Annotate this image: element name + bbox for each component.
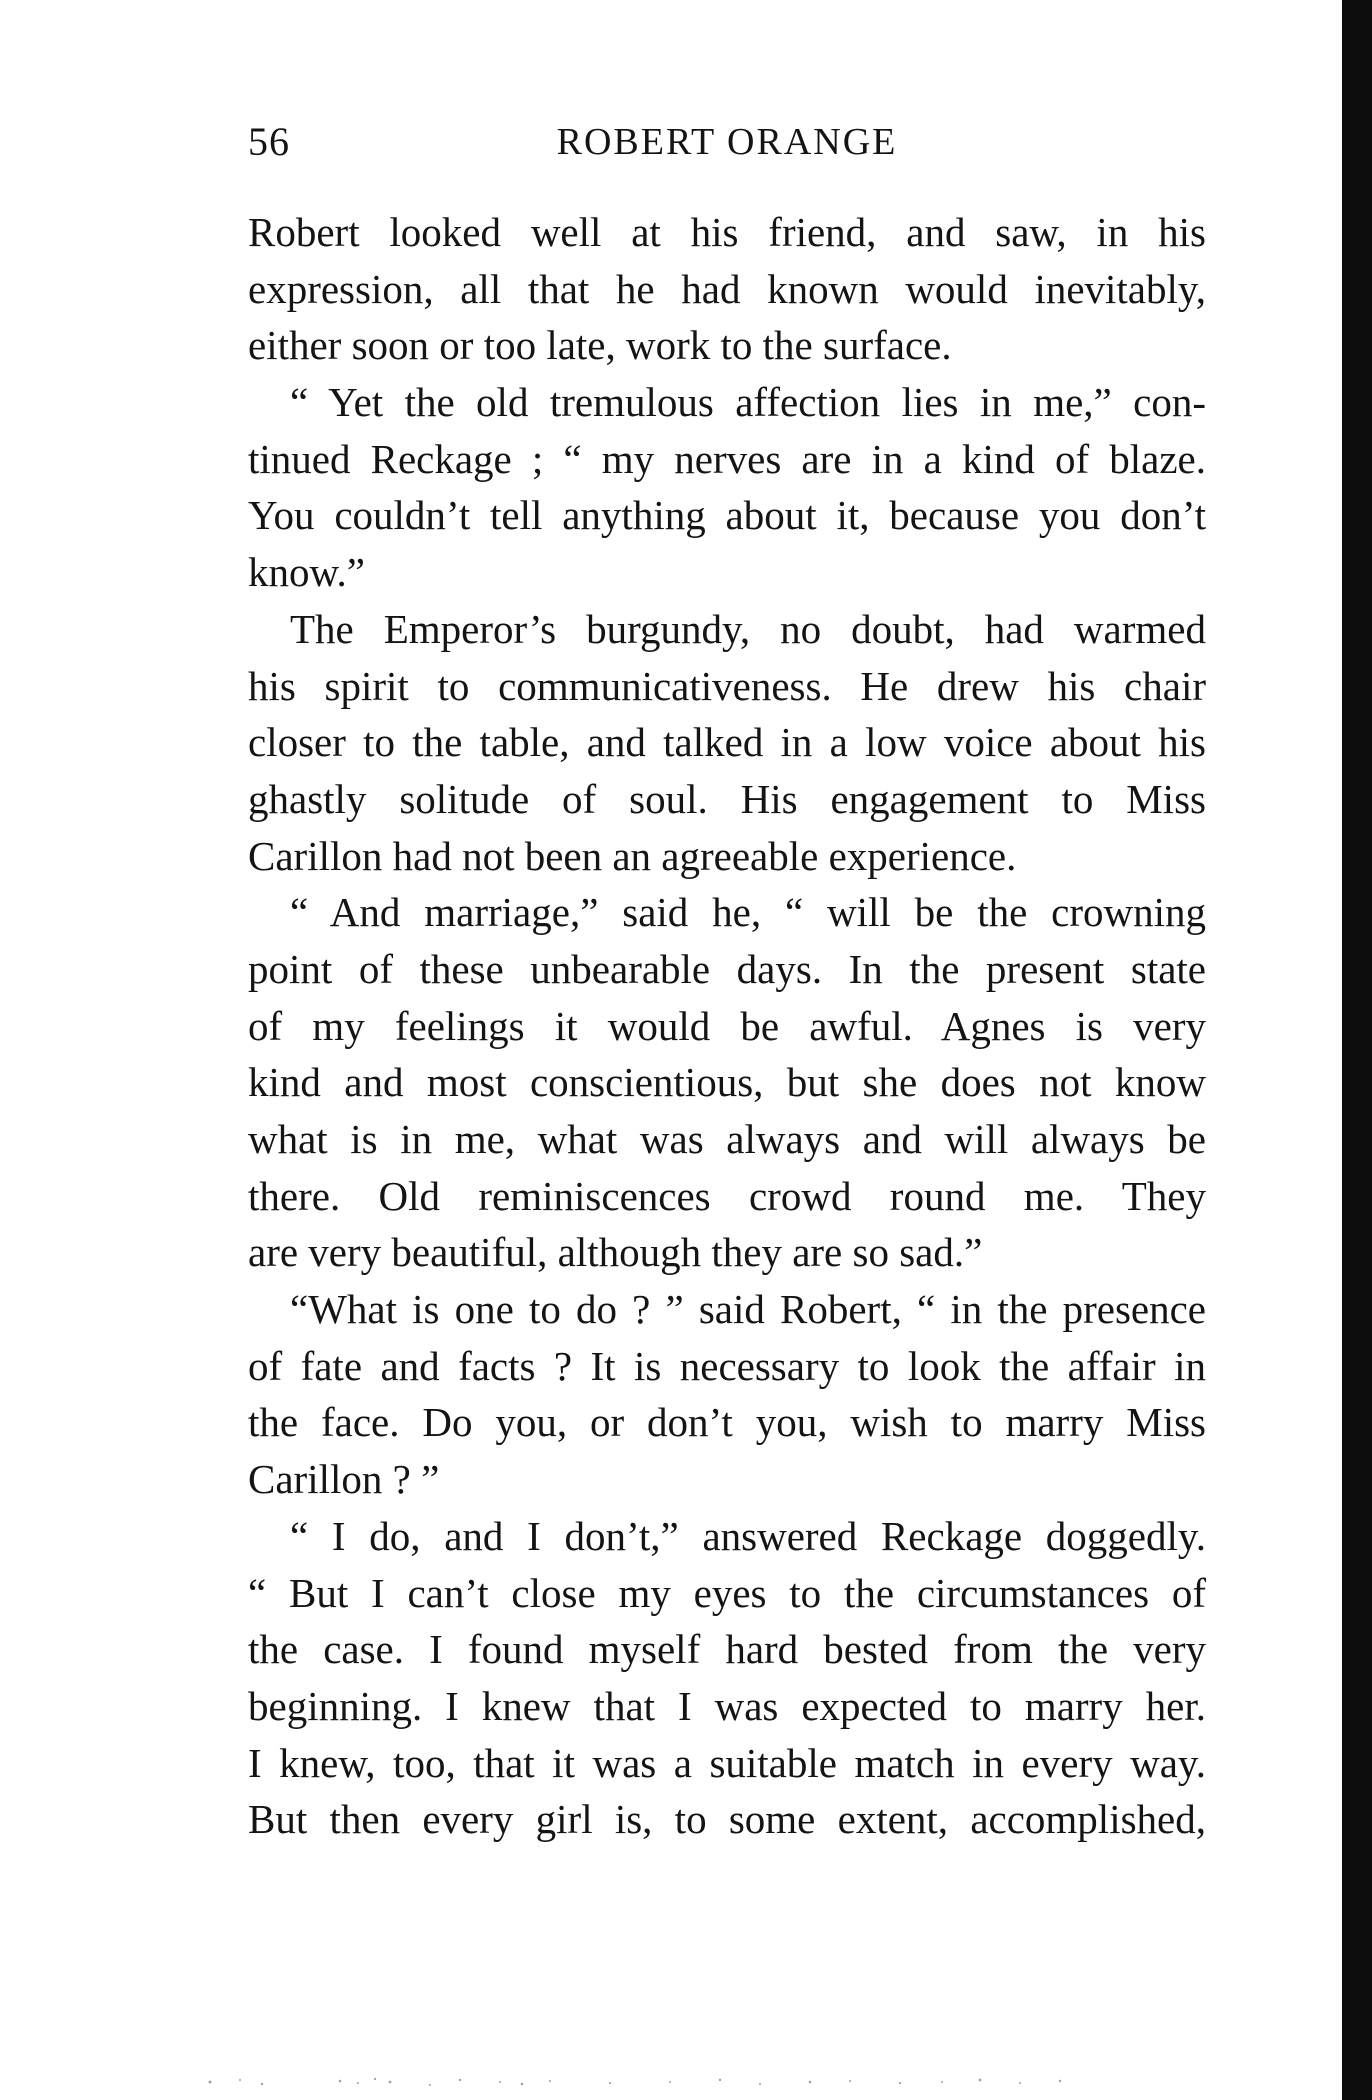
text-line: “ But I can’t close my eyes to the circumstances of: [248, 1569, 1206, 1616]
text-line: Robert looked well at his friend, and saw, in his: [248, 209, 1206, 255]
text-line: know.”: [248, 549, 365, 596]
text-line: closer to the table, and talked in a low voice about his: [248, 719, 1206, 766]
text-line: “ Yet the old tremulous affection lies in me,” con-: [290, 379, 1206, 426]
text-line: tinued Reckage ; “ my nerves are in a kind of blaze.: [248, 435, 1206, 482]
text-line: The Emperor’s burgundy, no doubt, had warmed: [290, 605, 1206, 652]
text-line: what is in me, what was always and will always be: [248, 1116, 1206, 1162]
text-line: But then every girl is, to some extent, accomplished,: [248, 1796, 1206, 1843]
text-line: Carillon had not been an agreeable experience.: [248, 832, 1017, 879]
text-line: “What is one to do ? ” said Robert, “ in the presence: [290, 1286, 1206, 1333]
text-line: beginning. I knew that I was expected to marry her.: [248, 1682, 1206, 1729]
text-line: “ And marriage,” said he, “ will be the crowning: [290, 889, 1206, 936]
text-line: there. Old reminiscences crowd round me. They: [248, 1172, 1206, 1219]
text-line: of fate and facts ? It is necessary to look the affair in: [248, 1342, 1206, 1389]
text-line: You couldn’t tell anything about it, because you don’t: [248, 492, 1206, 539]
text-line: of my feelings it would be awful. Agnes is very: [248, 1002, 1206, 1049]
text-line: his spirit to communicativeness. He drew his chair: [248, 662, 1206, 709]
text-line: Carillon ? ”: [248, 1456, 440, 1503]
text-line: are very beautiful, although they are so sad.”: [248, 1229, 983, 1276]
text-line: the face. Do you, or don’t you, wish to marry Miss: [248, 1399, 1206, 1446]
text-line: the case. I found myself hard bested from the very: [248, 1626, 1206, 1673]
text-line: either soon or too late, work to the surface.: [248, 322, 952, 369]
text-line: I knew, too, that it was a suitable match in every way.: [248, 1739, 1206, 1786]
running-head: ROBERT ORANGE: [556, 121, 898, 163]
page-header: [248, 112, 1206, 172]
text-line: ghastly solitude of soul. His engagement to Miss: [248, 775, 1206, 822]
body-text: [248, 204, 1206, 1848]
scan-specks: [200, 2070, 1100, 2092]
page-number: 56: [248, 119, 290, 164]
text-line: kind and most conscientious, but she does not know: [248, 1059, 1206, 1106]
page-spine-edge: [1342, 0, 1372, 2100]
text-line: expression, all that he had known would inevitably,: [248, 265, 1206, 312]
text-line: “ I do, and I don’t,” answered Reckage doggedly.: [290, 1512, 1206, 1559]
text-line: point of these unbearable days. In the present state: [248, 945, 1206, 992]
